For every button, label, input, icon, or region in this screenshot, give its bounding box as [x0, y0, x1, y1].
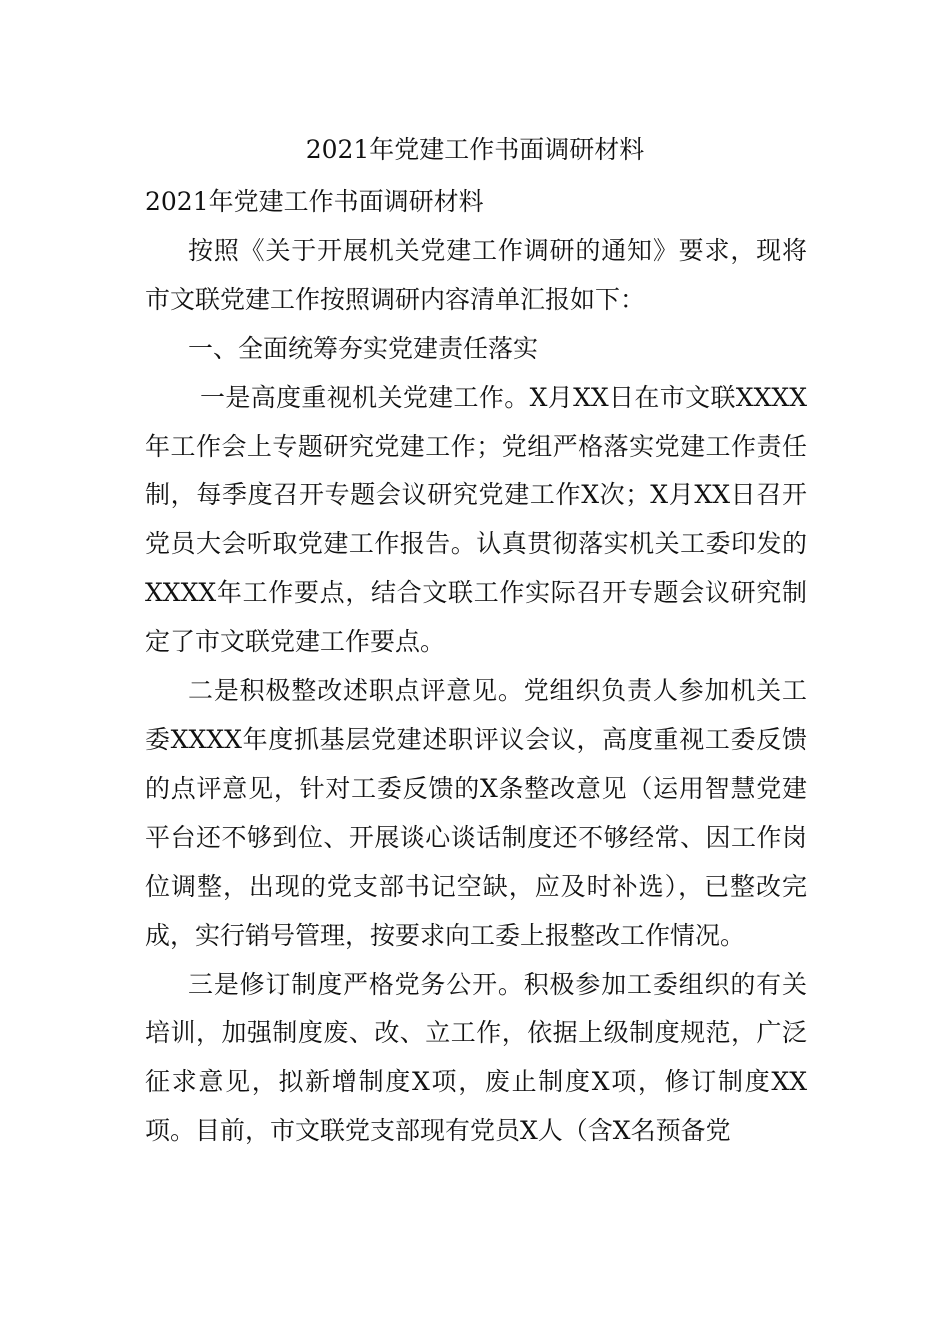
section-heading: 一、全面统筹夯实党建责任落实 — [188, 333, 539, 363]
document-body — [145, 178, 807, 1156]
point-two-paragraph: 二是积极整改述职点评意见。党组织负责人参加机关工委XXXX年度抓基层党建述职评议会议，高度重视工委反馈的点评意见，针对工委反馈的X条整改意见（运用智慧党建平台还不够到位、开展谈心谈话制度还不够经常、因工作岗位调整，出现的党支部书记空缺，应及时补选），已整改完成，实行销号管理，按要求向工委上报整改工作情况。 — [145, 676, 807, 950]
document-subtitle: 2021年党建工作书面调研材料 — [145, 187, 484, 216]
document-title: 2021年党建工作书面调研材料 — [305, 135, 645, 164]
point-three-paragraph: 三是修订制度严格党务公开。积极参加工委组织的有关培训，加强制度废、改、立工作，依据上级制度规范，广泛征求意见，拟新增制度X项，废止制度X项，修订制度XX项。目前，市文联党支部现有党员X人（含X名预备党 — [145, 969, 807, 1146]
point-one-paragraph: 一是高度重视机关党建工作。X月XX日在市文联XXXX年工作会上专题研究党建工作；党组严格落实党建工作责任制，每季度召开专题会议研究党建工作X次；X月XX日召开党员大会听取党建工作报告。认真贯彻落实机关工委印发的XXXX年工作要点，结合文联工作实际召开专题会议研究制定了市文联党建工作要点。 — [145, 382, 807, 657]
intro-paragraph: 按照《关于开展机关党建工作调研的通知》要求，现将市文联党建工作按照调研内容清单汇报如下： — [145, 235, 807, 314]
